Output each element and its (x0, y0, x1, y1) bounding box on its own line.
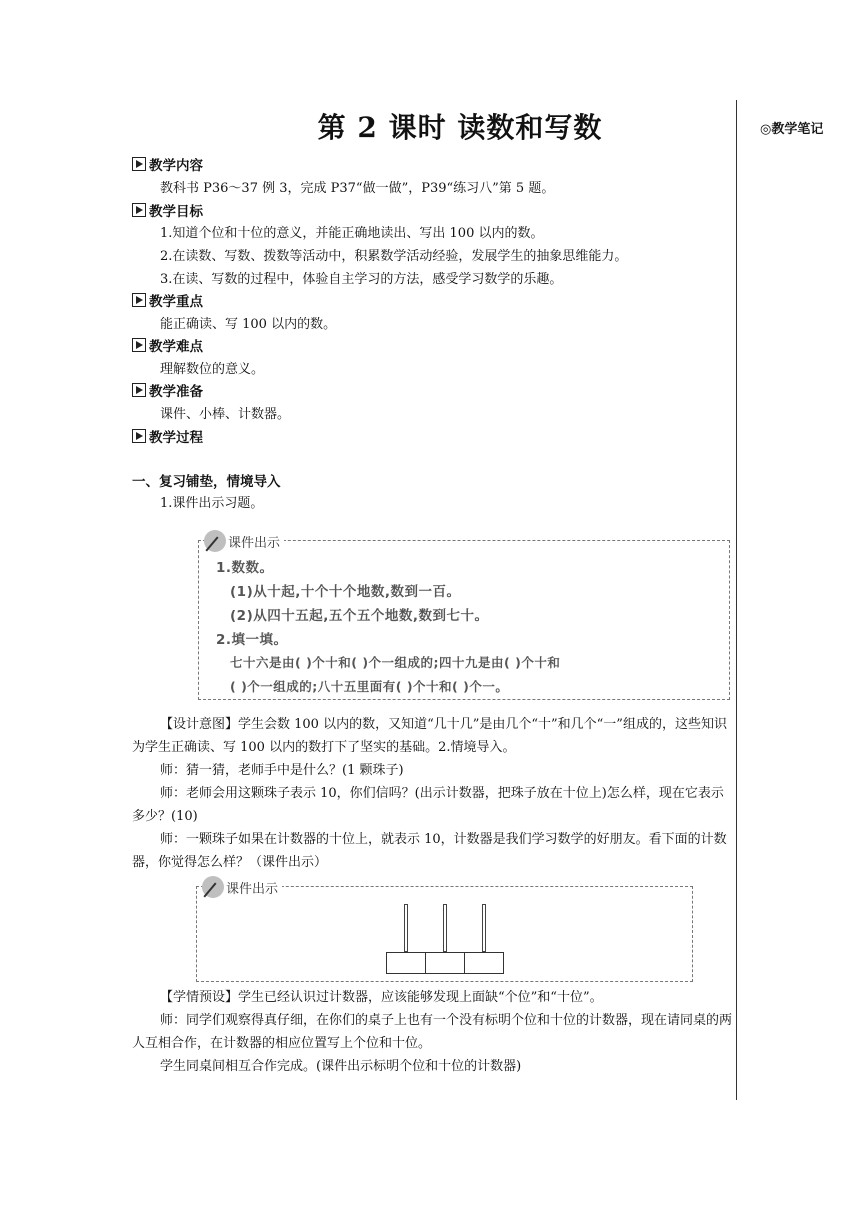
courseware-tag: 课件出示 (204, 530, 284, 552)
play-icon (132, 338, 146, 352)
section-line: 教科书 P36～37 例 3，完成 P37“做一做”，P39“练习八”第 5 题。 (160, 181, 555, 196)
page-title: 第 2 课时 读数和写数 (317, 111, 603, 144)
part-line: 1.课件出示习题。 (160, 496, 264, 511)
margin-divider (736, 100, 737, 1100)
exercise-line: ( )个一组成的;八十五里面有( )个十和( )个一。 (230, 679, 509, 694)
courseware-tag: 课件出示 (202, 876, 282, 898)
exercise-line: 1.数数。 (216, 560, 274, 576)
exercise-line: 2.填一填。 (216, 632, 288, 648)
dialogue-paragraph: 师：一颗珠子如果在计数器的十位上，就表示 10，计数器是我们学习数学的好朋友。看下面的计数器，你觉得怎么样？（课件出示） (132, 832, 727, 870)
exercise-line: 七十六是由( )个十和( )个一组成的;四十九是由( )个十和 (230, 655, 561, 670)
play-icon (132, 293, 146, 307)
design-intent-paragraph: 【设计意图】学生会数 100 以内的数，又知道“几十几”是由几个“十”和几个“一”组成的，这些知识为学生正确读、写 100 以内的数打下了坚实的基础。2.情境导入。 (132, 717, 727, 755)
dialogue-paragraph: 师：猜一猜，老师手中是什么？(1 颗珠子) (160, 763, 404, 778)
abacus-base (386, 952, 504, 974)
section-heading-key-points: 教学重点 (132, 290, 203, 310)
section-line: 2.在读数、写数、拨数等活动中，积累数学活动经验，发展学生的抽象思维能力。 (160, 249, 628, 264)
activity-paragraph: 学生同桌间相互合作完成。(课件出示标明个位和十位的计数器) (160, 1059, 522, 1074)
section-line: 1.知道个位和十位的意义，并能正确地读出、写出 100 以内的数。 (160, 226, 544, 241)
slash-circle-icon (204, 530, 226, 552)
abacus-rod (443, 904, 447, 952)
part-heading: 一、复习铺垫，情境导入 (132, 474, 281, 490)
section-line: 课件、小棒、计数器。 (160, 407, 291, 422)
play-icon (132, 203, 146, 217)
play-icon (132, 429, 146, 443)
exercise-line: (2)从四十五起,五个五个地数,数到七十。 (230, 608, 489, 624)
play-icon (132, 383, 146, 397)
section-heading-preparation: 教学准备 (132, 380, 203, 400)
section-heading-goals: 教学目标 (132, 200, 203, 220)
section-heading-process: 教学过程 (132, 426, 203, 446)
dialogue-paragraph: 师：老师会用这颗珠子表示 10，你们信吗？(出示计数器，把珠子放在十位上)怎么样，现在它表示多少？(10) (132, 786, 724, 824)
play-icon (132, 157, 146, 171)
section-line: 能正确读、写 100 以内的数。 (160, 317, 337, 332)
abacus-rod (404, 904, 408, 952)
exercise-line: (1)从十起,十个十个地数,数到一百。 (230, 584, 461, 600)
section-heading-content: 教学内容 (132, 154, 203, 174)
section-line: 理解数位的意义。 (160, 362, 265, 377)
learning-presupposition-paragraph: 【学情预设】学生已经认识过计数器，应该能够发现上面缺“个位”和“十位”。 (160, 990, 603, 1005)
teaching-notes-label: ◎教学笔记 (760, 122, 824, 137)
abacus-rod (482, 904, 486, 952)
dialogue-paragraph: 师：同学们观察得真仔细，在你们的桌子上也有一个没有标明个位和十位的计数器，现在请同桌的两人互相合作，在计数器的相应位置写上个位和十位。 (132, 1013, 733, 1051)
slash-circle-icon (202, 876, 224, 898)
section-line: 3.在读、写数的过程中，体验自主学习的方法，感受学习数学的乐趣。 (160, 272, 563, 287)
section-heading-difficulties: 教学难点 (132, 335, 203, 355)
